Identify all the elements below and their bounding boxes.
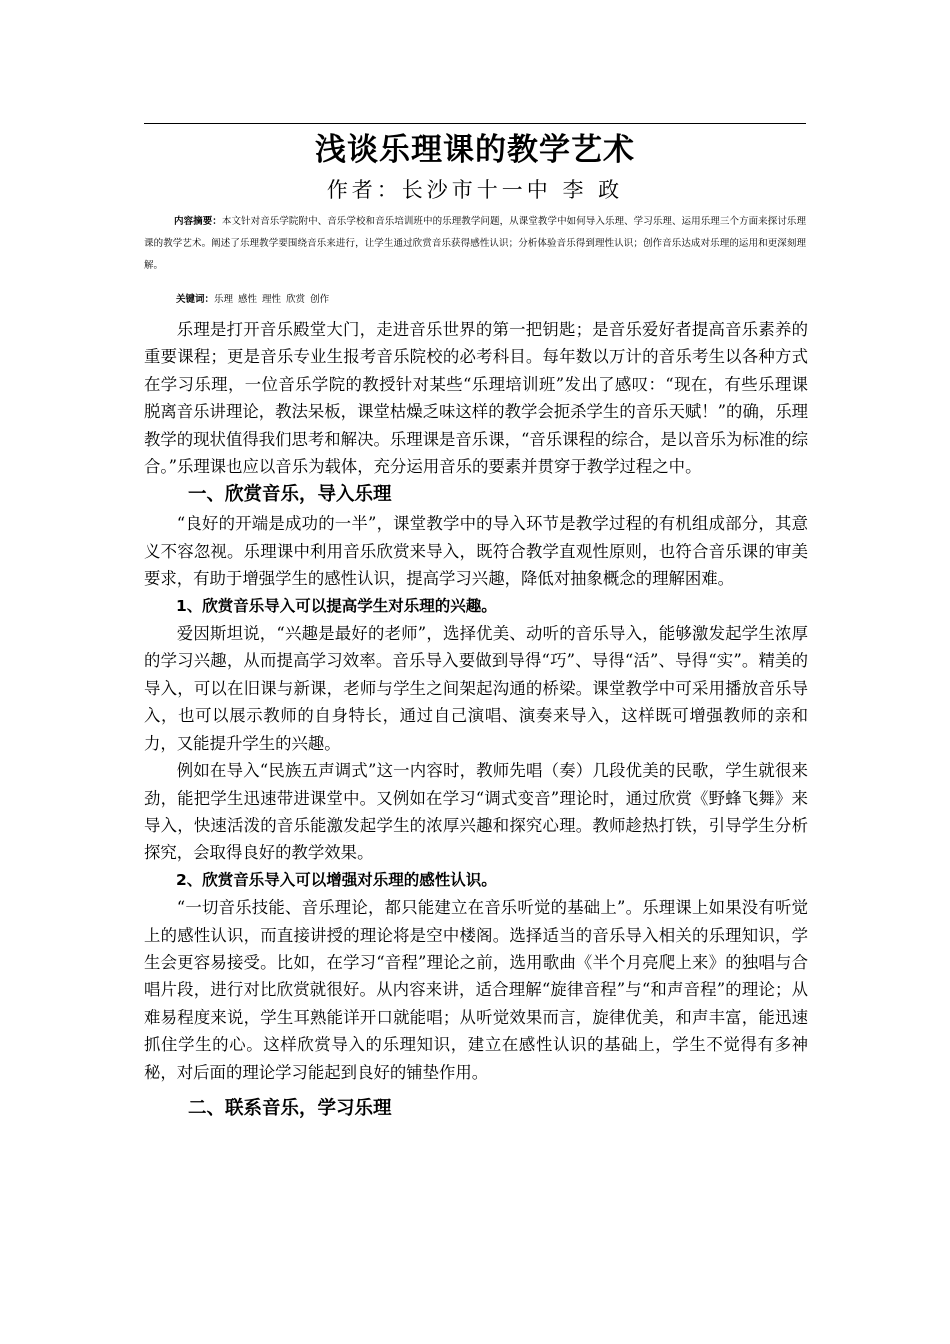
keyword: 理性 [262, 294, 282, 305]
body-content [144, 316, 808, 1124]
top-divider [144, 123, 806, 124]
abstract-label-wrap [144, 216, 222, 227]
document-title: 浅谈乐理课的教学艺术 [315, 132, 635, 168]
keyword: 欣赏 [286, 294, 306, 305]
keywords-block [176, 289, 796, 311]
keywords-label: 关键词： [176, 294, 215, 305]
subsection-1-paragraph-1: 爱因斯坦说，“兴趣是最好的老师”，选择优美、动听的音乐导入，能够激发起学生浓厚的学习兴趣，从而提高学习效率。音乐导入要做到导得“巧”、导得“活”、导得“实”。精美的导入，可以在旧课与新课，老师与学生之间架起沟通的桥梁。课堂教学中可采用播放音乐导入，也可以展示教师的自身特长，通过自己演唱、演奏来导入，这样既可增强教师的亲和力，又能提升学生的兴趣。 [144, 624, 808, 753]
subsection-2-heading: 2、欣赏音乐导入可以增强对乐理的感性认识。 [176, 870, 497, 889]
author-line: 作者：长沙市十一中 李 政 [326, 178, 624, 202]
subsection-1-paragraph-2: 例如在导入“民族五声调式”这一内容时，教师先唱（奏）几段优美的民歌，学生就很来劲，能把学生迅速带进课堂中。又例如在学习“调式变音”理论时，通过欣赏《野蜂飞舞》来导入，快速活泼的音乐能激发起学生的浓厚兴趣和探究心理。教师趁热打铁，引导学生分析探究，会取得良好的教学效果。 [144, 761, 808, 863]
section-1-heading: 一、欣赏音乐，导入乐理 [188, 484, 392, 506]
keyword: 乐理 [214, 294, 234, 305]
subsection-2-paragraph: “一切音乐技能、音乐理论，都只能建立在音乐听觉的基础上”。乐理课上如果没有听觉上的感性认识，而直接讲授的理论将是空中楼阁。选择适当的音乐导入相关的乐理知识，学生会更容易接受。比如，在学习“音程”理论之前，选用歌曲《半个月亮爬上来》的独唱与合唱片段，进行对比欣赏就很好。从内容来讲，适合理解“旋律音程”与“和声音程”的理论；从难易程度来说，学生耳熟能详开口就能唱；从听觉效果而言，旋律优美，和声丰富，能迅速抓住学生的心。这样欣赏导入的乐理知识，建立在感性认识的基础上，学生不觉得有多神秘，对后面的理论学习能起到良好的铺垫作用。 [144, 898, 808, 1082]
keyword: 创作 [310, 294, 330, 305]
abstract-block [144, 211, 806, 277]
intro-paragraph: 乐理是打开音乐殿堂大门，走进音乐世界的第一把钥匙；是音乐爱好者提高音乐素养的重要课程；更是音乐专业生报考音乐院校的必考科目。每年数以万计的音乐考生以各种方式在学习乐理，一位音乐学院的教授针对某些“乐理培训班”发出了感叹：“现在，有些乐理课脱离音乐讲理论，教法呆板，课堂枯燥乏味这样的教学会扼杀学生的音乐天赋！”的确，乐理教学的现状值得我们思考和解决。乐理课是音乐课，“音乐课程的综合，是以音乐为标准的综合。”乐理课也应以音乐为载体，充分运用音乐的要素并贯穿于教学过程之中。 [144, 320, 809, 477]
abstract-text: 本文针对音乐学院附中、音乐学校和音乐培训班中的乐理教学问题，从课堂教学中如何导入乐理、学习乐理、运用乐理三个方面来探讨乐理课的教学艺术。阐述了乐理教学要围绕音乐来进行，让学生通过欣赏音乐获得感性认识；分析体验音乐得到理性认识；创作音乐达成对乐理的运用和更深刻理解。 [144, 216, 806, 271]
section-1-paragraph: “良好的开端是成功的一半”，课堂教学中的导入环节是教学过程的有机组成部分，其意义不容忽视。乐理课中利用音乐欣赏来导入，既符合教学直观性原则，也符合音乐课的审美要求，有助于增强学生的感性认识，提高学习兴趣，降低对抽象概念的理解困难。 [144, 514, 808, 589]
abstract-label: 内容摘要： [174, 216, 222, 227]
keyword: 感性 [238, 294, 258, 305]
section-2-heading: 二、联系音乐，学习乐理 [188, 1097, 392, 1119]
subsection-1-heading: 1、欣赏音乐导入可以提高学生对乐理的兴趣。 [176, 596, 497, 615]
